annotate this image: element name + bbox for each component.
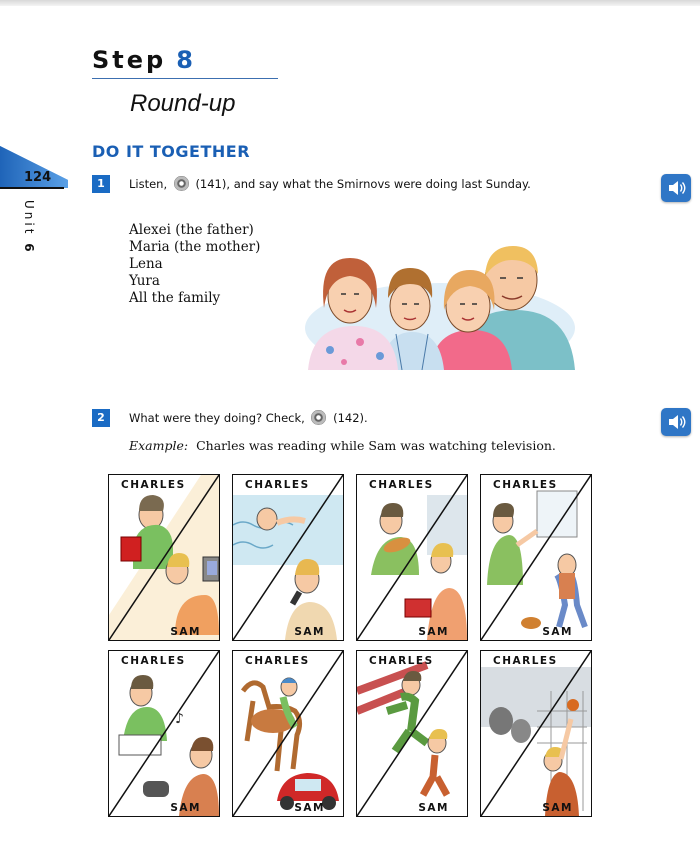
riding-driving-illustration	[233, 651, 343, 816]
picture-panel-3	[356, 474, 468, 641]
panel-top-label: CHARLES	[121, 479, 186, 491]
exercise-2-text-before: What were they doing? Check,	[129, 411, 305, 425]
panel-bottom-label: SAM	[542, 802, 573, 814]
panel-bottom-label: SAM	[170, 802, 201, 814]
audio-play-button-1[interactable]	[661, 174, 691, 202]
step-title	[92, 46, 196, 74]
page-subtitle: Round-up	[130, 90, 236, 117]
panel-top-label: CHARLES	[245, 479, 310, 491]
cd-icon[interactable]	[174, 176, 189, 191]
panel-bottom-label: SAM	[294, 802, 325, 814]
family-illustration	[300, 238, 580, 370]
exercise-1-text-after: and say what the Smirnovs were doing last Sunday.	[233, 177, 531, 191]
step-label: Step	[92, 46, 167, 74]
section-heading: DO IT TOGETHER	[92, 142, 251, 161]
picture-panel-6	[232, 650, 344, 817]
exercise-1-text-before: Listen,	[129, 177, 168, 191]
panel-bottom-label: SAM	[418, 626, 449, 638]
cd-icon[interactable]	[311, 410, 326, 425]
character-names-list	[129, 222, 260, 307]
football-goalkeeper-illustration	[481, 651, 591, 816]
unit-label	[22, 200, 36, 255]
top-edge-shadow	[0, 0, 700, 6]
reading-scene-illustration	[109, 475, 219, 640]
exercise-2-instruction	[129, 410, 368, 425]
svg-text:♪: ♪	[175, 711, 184, 727]
swimming-singing-illustration	[233, 475, 343, 640]
example-sentence	[129, 438, 556, 453]
unit-word: Unit	[22, 200, 36, 237]
audio-play-button-2[interactable]	[661, 408, 691, 436]
panel-top-label: CHARLES	[369, 655, 434, 667]
picture-panel-5	[108, 650, 220, 817]
panel-bottom-label: SAM	[294, 626, 325, 638]
list-item: Yura	[129, 273, 160, 289]
exercise-1-instruction	[129, 176, 531, 191]
picture-panel-7	[356, 650, 468, 817]
title-underline	[92, 78, 278, 79]
page-number-rule	[0, 187, 64, 189]
unit-number: 6	[22, 243, 36, 255]
speaker-icon	[661, 174, 691, 202]
exercise-1-track: (141),	[195, 177, 231, 191]
panel-top-label: CHARLES	[245, 655, 310, 667]
panel-top-label: CHARLES	[121, 655, 186, 667]
exercise-2-badge: 2	[92, 409, 110, 427]
writing-listening-illustration	[109, 651, 219, 816]
list-item: Maria (the mother)	[129, 239, 261, 255]
example-text: Charles was reading while Sam was watching television.	[196, 438, 556, 453]
page-number: 124	[24, 170, 52, 185]
picture-panel-1	[108, 474, 220, 641]
picture-panel-4	[480, 474, 592, 641]
running-illustration	[357, 651, 467, 816]
list-item: Lena	[129, 256, 163, 272]
panel-bottom-label: SAM	[418, 802, 449, 814]
panel-top-label: CHARLES	[493, 479, 558, 491]
panel-bottom-label: SAM	[170, 626, 201, 638]
step-number: 8	[176, 46, 196, 74]
painting-dog-walking-illustration	[481, 475, 591, 640]
picture-panel-2	[232, 474, 344, 641]
list-item: Alexei (the father)	[129, 222, 254, 238]
exercise-2-track: (142).	[333, 411, 368, 425]
eating-cooking-illustration	[357, 475, 467, 640]
list-item: All the family	[129, 290, 221, 306]
speaker-icon	[661, 408, 691, 436]
example-label: Example:	[129, 438, 189, 453]
exercise-1-badge: 1	[92, 175, 110, 193]
panel-top-label: CHARLES	[493, 655, 558, 667]
panel-bottom-label: SAM	[542, 626, 573, 638]
panel-top-label: CHARLES	[369, 479, 434, 491]
picture-panel-8	[480, 650, 592, 817]
